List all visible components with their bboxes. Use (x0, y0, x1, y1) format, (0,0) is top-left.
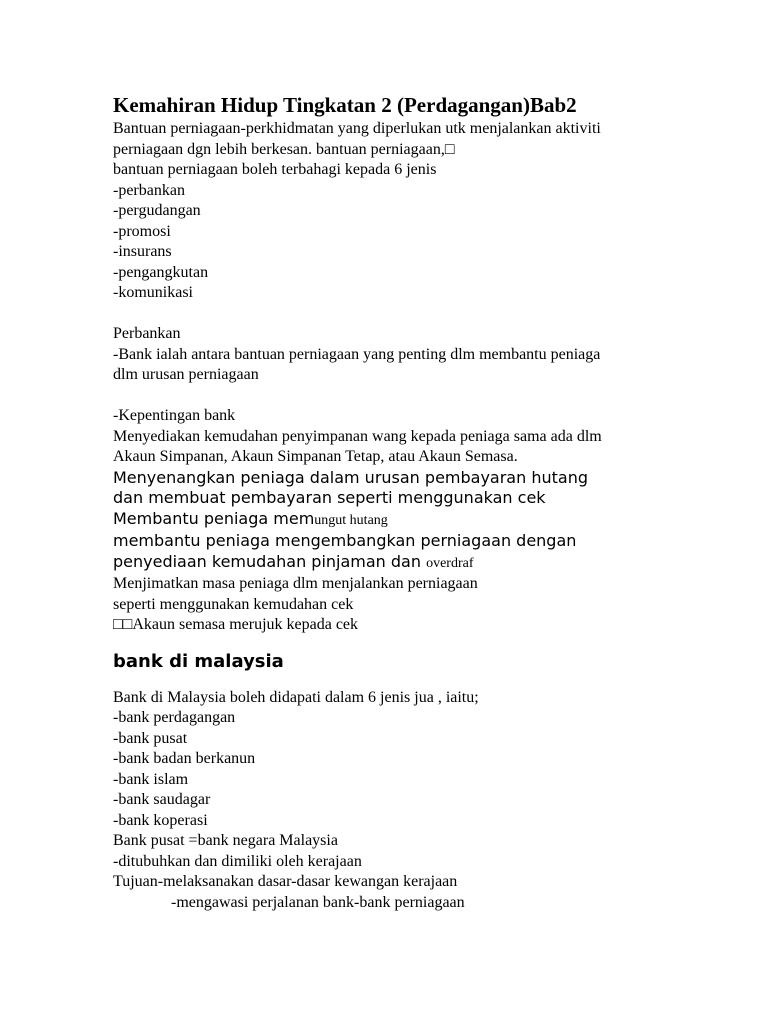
list-item: -bank perdagangan (113, 709, 236, 726)
paragraph-line (113, 509, 753, 532)
paragraph-line: membantu peniaga mengembangkan perniagaan dengan (113, 531, 577, 550)
list-item: -insurans (113, 243, 172, 260)
list-item: -bank koperasi (113, 811, 208, 829)
intro-paragraph (113, 119, 753, 181)
bank-malaysia-section (113, 688, 753, 914)
paragraph-line: -Bank ialah antara bantuan perniagaan yang penting dlm membantu peniaga (113, 345, 601, 363)
text-run: overdraf (426, 555, 474, 571)
spacer (113, 304, 753, 325)
paragraph-line: -mengawasi perjalanan bank-bank perniagaan (171, 893, 465, 911)
paragraph-line: Tujuan-melaksanakan dasar-dasar kewangan kerajaan (113, 873, 458, 890)
list-item: -komunikasi (113, 284, 193, 301)
text-run: ungut hutang (314, 512, 388, 528)
paragraph-line: -ditubuhkan dan dimiliki oleh kerajaan (113, 852, 362, 870)
paragraph-line: dlm urusan perniagaan (113, 366, 259, 383)
list-item: -bank pusat (113, 729, 188, 747)
paragraph-line: □□Akaun semasa merujuk kepada cek (113, 616, 359, 633)
kepentingan-section (113, 406, 753, 636)
spacer (113, 636, 753, 650)
paragraph-line: seperti menggunakan kemudahan cek (113, 595, 354, 613)
list-item: -bank islam (113, 770, 189, 788)
document-page (113, 92, 753, 913)
intro-line: Bantuan perniagaan-perkhidmatan yang diperlukan utk menjalankan aktiviti (113, 120, 601, 137)
perbankan-section (113, 324, 753, 386)
paragraph-line: Akaun Simpanan, Akaun Simpanan Tetap, atau Akaun Semasa. (113, 448, 518, 465)
paragraph-line: dan membuat pembayaran seperti menggunakan cek (113, 488, 546, 507)
text-run: Membantu peniaga mem (113, 508, 315, 528)
paragraph-line: Menjimatkan masa peniaga dlm menjalankan perniagaan (113, 575, 478, 592)
section-heading: Perbankan (113, 325, 181, 342)
section-heading: -Kepentingan bank (113, 407, 236, 424)
document-title: Kemahiran Hidup Tingkatan 2 (Perdagangan)Bab2 (113, 93, 577, 117)
spacer (113, 674, 753, 688)
paragraph-line (113, 552, 753, 575)
paragraph-line: Menyediakan kemudahan penyimpanan wang kepada peniaga sama ada dlm (113, 427, 602, 445)
list-item: -perbankan (113, 181, 185, 199)
list-item: -promosi (113, 222, 171, 240)
intro-line: bantuan perniagaan boleh terbahagi kepada 6 jenis (113, 161, 437, 178)
spacer (113, 386, 753, 407)
list-item: -bank badan berkanun (113, 750, 256, 767)
section-heading-bank-malaysia: bank di malaysia (113, 650, 284, 672)
jenis-list (113, 181, 753, 304)
text-run: penyediaan kemudahan pinjaman dan (113, 551, 427, 571)
list-item: -pengangkutan (113, 263, 209, 281)
paragraph-line: Bank pusat =bank negara Malaysia (113, 832, 338, 849)
intro-line: perniagaan dgn lebih berkesan. bantuan perniagaan,□ (113, 140, 455, 158)
paragraph-line: Menyenangkan peniaga dalam urusan pembayaran hutang (113, 467, 588, 487)
list-item: -pergudangan (113, 202, 201, 219)
list-item: -bank saudagar (113, 791, 211, 808)
paragraph-line: Bank di Malaysia boleh didapati dalam 6 jenis jua , iaitu; (113, 688, 479, 706)
